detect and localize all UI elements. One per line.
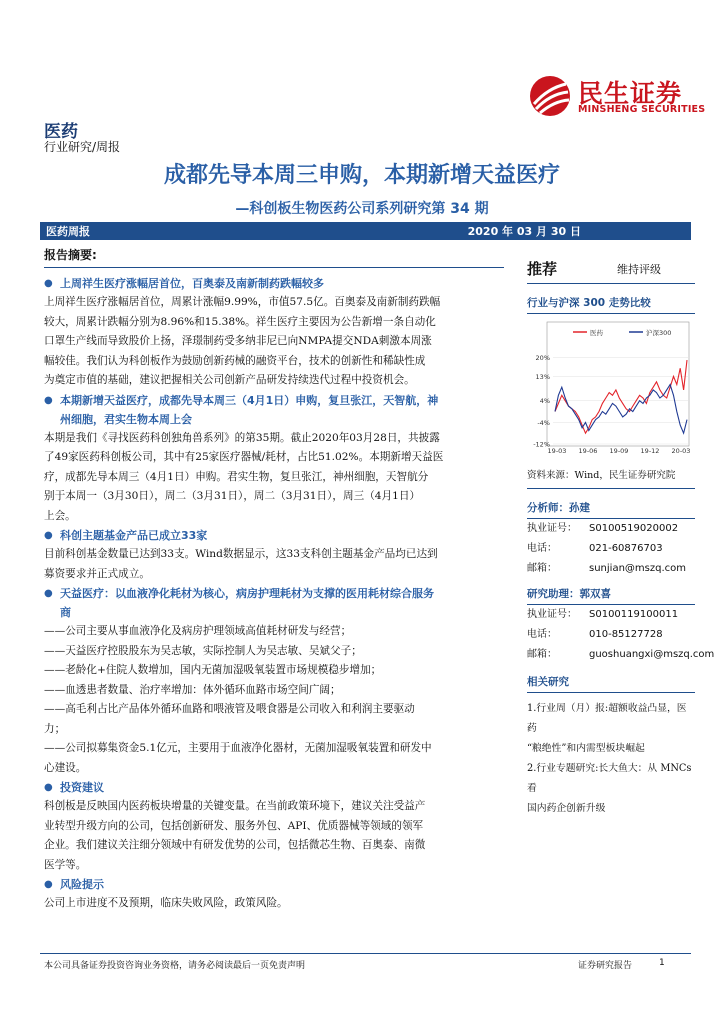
- rating-row: [527, 258, 695, 284]
- paragraph-line: ——天益医疗控股股东为吴志敏，实际控制人为吴志敏、吴斌父子；: [44, 644, 362, 657]
- abstract-title: 报告摘要:: [44, 246, 504, 268]
- section-heading-cont: 州细胞，君实生物本周上会: [60, 412, 192, 426]
- section-heading: ● 投资建议: [44, 778, 504, 797]
- paragraph-line: 力；: [44, 722, 66, 735]
- paragraph-line: 募资要求并正式成立。: [44, 567, 150, 580]
- paragraph-line: ——公司主要从事血液净化及病房护理领域高值耗材研发与经营；: [44, 625, 352, 637]
- paragraph-line: 上会。: [44, 509, 76, 522]
- analyst-email: 邮箱： sunjian@mszq.com: [527, 563, 686, 574]
- abstract-column: [44, 246, 504, 914]
- paragraph-line: 业转型升级方向的公司，包括创新研发、服务外包、API、优质器械等领域的领军: [44, 819, 424, 832]
- chart-frame: [547, 322, 689, 446]
- assistant-license: 执业证号： S0100119100011: [527, 609, 679, 620]
- related-title: 相关研究: [527, 671, 695, 693]
- chart-source: 资料来源：Wind，民生证券研究院: [527, 468, 695, 489]
- y-tick-label: -4%: [537, 418, 550, 427]
- section-heading: ● 科创主题基金产品已成立33家: [44, 526, 504, 545]
- paragraph-line: 疗，成都先导本周三（4月1日）申购。君实生物，复旦张江，神州细胞，天智航分: [44, 470, 429, 483]
- header-bar: [40, 222, 691, 240]
- x-tick-label: 19-12: [640, 447, 660, 455]
- paragraph-line: 医学等。: [44, 858, 87, 871]
- paragraph-line: 幅较佳。我们认为科创板作为鼓励创新药械的融资平台，技术的创新性和稀缺性成: [44, 354, 426, 367]
- section-heading-cont: 商: [60, 606, 71, 619]
- sector-label: 医药: [44, 122, 78, 142]
- logo-english-name: MINSHENG SECURITIES: [578, 104, 706, 115]
- paragraph-line: ——老龄化+住院人数增加，国内无菌加湿吸氧装置市场规模稳步增加；: [44, 664, 382, 676]
- report-title: 成都先导本周三申购，本期新增天益医疗: [163, 163, 560, 188]
- paragraph-line: 科创板是反映国内医药板块增量的关键变量。在当前政策环境下，建议关注受益产: [44, 800, 426, 812]
- trend-chart: [527, 316, 695, 466]
- section-heading: ● 天益医疗：以血液净化耗材为核心，病房护理耗材为支撑的医用耗材综合服务: [44, 584, 504, 603]
- paragraph-line: 为奠定市值的基础，建议把握相关公司创新产品研发持续迭代过程中投资机会。: [44, 374, 415, 386]
- x-tick-label: 19-09: [609, 447, 629, 455]
- y-tick-label: -12%: [533, 440, 550, 449]
- bullet-icon: ●: [44, 278, 53, 289]
- bullet-icon: ●: [44, 530, 53, 541]
- paragraph-line: ——公司拟募集资金5.1亿元，主要用于血液净化器材，无菌加湿吸氧装置和研发中: [44, 742, 432, 754]
- logo-chinese-name: 民生证券: [578, 79, 683, 108]
- trend-chart-svg: [527, 316, 695, 466]
- series-line: [555, 385, 687, 434]
- assistant-email: 邮箱： guoshuangxi@mszq.com: [527, 649, 715, 660]
- related-item: 2.行业专题研究:长大鱼大：从 MNCs 看: [527, 763, 692, 794]
- section-heading: ● 风险提示: [44, 875, 504, 894]
- paragraph-line: 心建设。: [44, 761, 87, 774]
- paragraph-line: 了49家医药科创板公司，其中有25家医疗器械/耗材，占比51.02%。本期新增天益医: [44, 451, 444, 463]
- assistant-title: 研究助理：郭双喜: [527, 583, 695, 605]
- paragraph-line: 本期是我们《寻找医药科创独角兽系列》的第35期。截止2020年03月28日，共披露: [44, 431, 440, 444]
- paragraph-line: 目前科创基金数量已达到33支。Wind数据显示，这33支科创主题基金产品均已达到: [44, 548, 438, 560]
- footer-label: 证券研究报告: [578, 961, 633, 971]
- bullet-icon: ●: [44, 394, 53, 406]
- paragraph-line: 口罩生产线而导致股价上扬，泽璟制药受多纳非尼已向NMPA提交NDA刺激本周涨: [44, 335, 432, 347]
- rating-note: 维持评级: [617, 263, 661, 276]
- analyst-phone: 电话： 021-60876703: [527, 543, 663, 554]
- related-item: 国内药企创新升级: [527, 803, 606, 814]
- section-heading: ● 本期新增天益医疗，成都先导本周三（4月1日）申购，复旦张江，天智航，神: [44, 391, 504, 410]
- paragraph-line: 别于本周一（3月30日），周二（3月31日），周二（3月31日），周三（4月1日）: [44, 490, 421, 502]
- analyst-title: 分析师：孙建: [527, 497, 695, 519]
- y-tick-label: 20%: [535, 353, 550, 362]
- legend-label: 沪深300: [646, 329, 672, 337]
- paragraph-line: ——血透患者数量、治疗率增加：体外循环血路市场空间广阔；: [44, 683, 341, 696]
- page-number: 1: [659, 958, 665, 968]
- bullet-icon: ●: [44, 879, 53, 890]
- paragraph-line: 企业。我们建议关注细分领域中有研发优势的公司，包括微芯生物、百奥泰、南微: [44, 839, 426, 851]
- bullet-icon: ●: [44, 588, 53, 599]
- section-heading: ● 上周祥生医疗涨幅居首位，百奥泰及南新制药跌幅较多: [44, 274, 504, 293]
- rating: 推荐: [527, 260, 558, 278]
- sidebar-column: [527, 258, 715, 819]
- related-item: “粮绝性”和内需型板块崛起: [527, 743, 645, 754]
- paragraph-line: 上周祥生医疗涨幅居首位，周累计涨幅9.99%，市值57.5亿。百奥泰及南新制药跌幅: [44, 296, 441, 308]
- paragraph-line: 较大，周累计跌幅分别为8.96%和15.38%。祥生医疗主要因为公告新增一条自动化: [44, 315, 436, 328]
- paragraph-line: 公司上市进度不及预期，临床失败风险，政策风险。: [44, 897, 288, 909]
- analyst-license: 执业证号： S0100519020002: [527, 523, 679, 534]
- report-category: 医药周报: [46, 225, 90, 238]
- footer-disclaimer: 本公司具备证券投资咨询业务资格，请务必阅读最后一页免责声明: [44, 961, 306, 971]
- x-tick-label: 19-03: [547, 447, 567, 455]
- chart-title: 行业与沪深 300 走势比较: [527, 292, 695, 314]
- x-tick-label: 20-03: [671, 447, 691, 455]
- footer-divider: [40, 953, 691, 954]
- assistant-phone: 电话： 010-85127728: [527, 629, 663, 640]
- legend-label: 医药: [590, 329, 603, 337]
- bullet-icon: ●: [44, 782, 53, 793]
- x-tick-label: 19-06: [578, 447, 598, 455]
- report-date: 2020 年 03 月 30 日: [467, 225, 581, 238]
- y-tick-label: 4%: [539, 397, 550, 406]
- y-tick-label: 13%: [535, 372, 550, 381]
- paragraph-line: ——高毛利占比产品体外循环血路和喂液管及喂食器是公司收入和利润主要驱动: [44, 703, 415, 715]
- report-subtitle: —科创板生物医药公司系列研究第 34 期: [235, 201, 489, 217]
- doc-type-label: 行业研究/周报: [44, 140, 121, 154]
- related-item: 1.行业周（月）报:超额收益凸显，医药: [527, 703, 687, 734]
